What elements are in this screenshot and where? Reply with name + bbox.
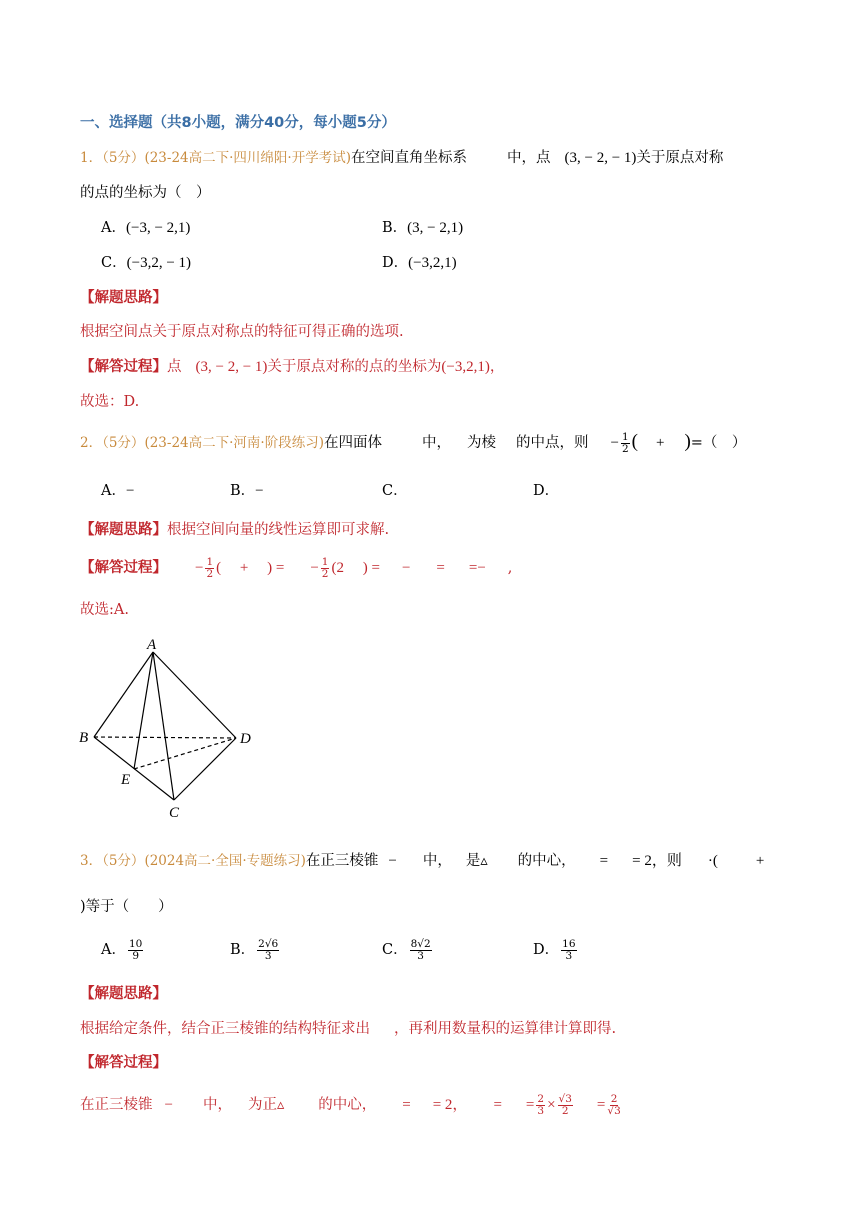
question-1-stem-b: 中，点 [506, 150, 551, 166]
question-2-line-1: 2．（5分）(23-24高二下·河南·阶段练习)在四面体 中， 为棱 的中点，则 − $\frac{1}{2}$ ( + )=（ ） [80, 430, 747, 455]
question-1-stem-c: 关于原点对称 [636, 150, 724, 166]
question-1-idea-text: 根据空间点关于原点对称点的特征可得正确的选项. [80, 324, 404, 340]
question-3-process-label: 【解答过程】 [80, 1054, 167, 1071]
vertex-label-a: A [147, 637, 157, 653]
vertex-label-b: B [79, 730, 89, 746]
question-3-idea-label: 【解题思路】 [80, 985, 167, 1002]
question-2-option-c: C． [382, 483, 408, 499]
vertex-label-c: C [169, 805, 180, 821]
question-1-option-b: B．(3, − 2,1) [382, 220, 464, 236]
vertex-label-d: D [240, 731, 251, 747]
edge-ab [94, 652, 153, 737]
question-1-source: (23-24高二下·四川绵阳·开学考试) [144, 150, 351, 166]
question-1-line-1 [80, 146, 723, 167]
segment-ae [134, 652, 153, 769]
question-1-answer: 故选：D. [80, 394, 140, 410]
question-2-idea: 【解题思路】根据空间向量的线性运算即可求解. [80, 521, 390, 538]
point-label-e: E [121, 772, 131, 788]
question-2-process: 【解答过程】 − $\frac{1}{2}$ ( + ) = − $\frac{1}{2}$ (2 ) = − = =− , [80, 555, 513, 580]
question-1-idea-label: 【解题思路】 [80, 289, 167, 306]
question-3-process: 在正三棱锥 − 中， 为正▵ 的中心， = = 2， = = $\frac{2}{3}$ × $\frac{√3}{2}$ = $\frac{2}{√3}$ [80, 1092, 621, 1117]
edge-ac [153, 652, 174, 800]
edge-bd-hidden [94, 737, 236, 738]
question-2-option-d: D． [533, 483, 560, 499]
question-1-score: （5分） [102, 150, 145, 166]
question-2-option-a: A．− [101, 483, 135, 499]
question-3-option-c: C． $\frac{8√2}{3}$ [382, 937, 431, 962]
question-1-option-a: A．(−3, − 2,1) [101, 220, 191, 236]
question-3-line-2: )等于（ ） [80, 899, 173, 915]
question-1-option-c: C．(−3,2, − 1) [101, 255, 192, 271]
question-1-process: 【解答过程】点 (3, − 2, − 1)关于原点对称的点的坐标为(−3,2,1)， [80, 358, 505, 375]
edge-ad [153, 652, 236, 738]
question-1-option-d: D．(−3,2,1) [382, 255, 457, 271]
question-1-line-2: 的点的坐标为（ ） [80, 185, 211, 201]
tetrahedron-figure [76, 634, 266, 824]
question-1-number: 1． [80, 150, 103, 166]
question-3-option-a: A． $\frac{10}{9}$ [101, 937, 143, 962]
question-3-option-b: B． $\frac{2√6}{3}$ [230, 937, 279, 962]
question-1-point: (3, − 2, − 1) [564, 150, 637, 166]
question-1-stem-a: 在空间直角坐标系 [350, 150, 467, 166]
question-3-option-d: D． $\frac{16}{3}$ [533, 937, 576, 962]
question-3-idea-text: 根据给定条件，结合正三棱锥的结构特征求出 ，再利用数量积的运算律计算即得. [80, 1021, 617, 1037]
edge-cd [174, 738, 236, 800]
question-2-option-b: B．− [230, 483, 264, 499]
question-2-fraction: $\frac{1}{2}$ [621, 430, 629, 455]
section-title: 一、选择题（共8小题，满分40分，每小题5分） [80, 115, 396, 131]
question-3-line-1: 3．（5分）(2024高二·全国·专题练习)在正三棱锥 − 中， 是▵ 的中心， = = 2，则 ·( + [80, 853, 765, 869]
question-2-answer: 故选:A. [80, 602, 129, 618]
